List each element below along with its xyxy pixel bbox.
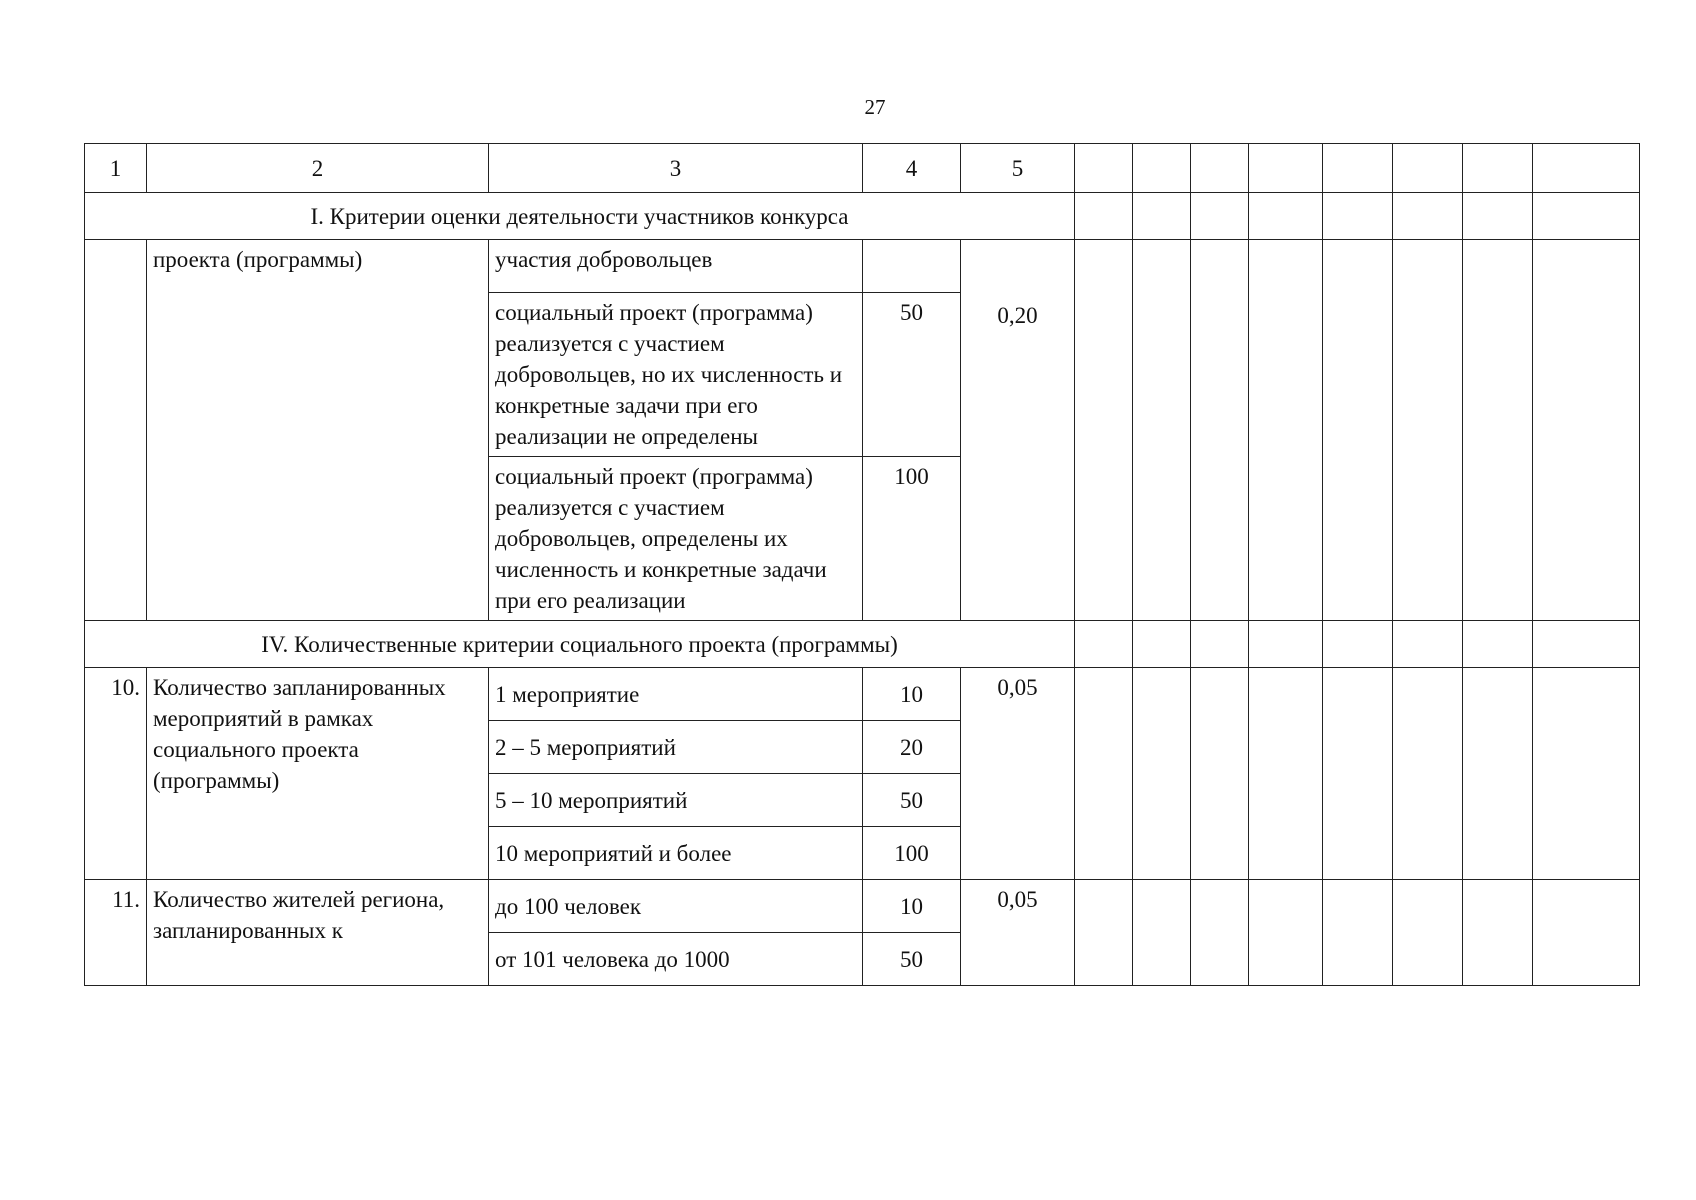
empty-cell [1191, 144, 1249, 193]
empty-cell [1393, 240, 1463, 621]
empty-cell [1533, 668, 1640, 880]
empty-cell [1191, 621, 1249, 668]
criterion-number: 11. [85, 880, 147, 986]
empty-cell [1075, 880, 1133, 986]
empty-cell [1533, 240, 1640, 621]
criterion-name: Количество запланированных мероприятий в рамках социального проекта (программы) [147, 668, 489, 880]
empty-cell [1463, 880, 1533, 986]
empty-cell [1075, 668, 1133, 880]
column-number: 4 [863, 144, 961, 193]
empty-cell [1249, 621, 1323, 668]
empty-cell [1323, 193, 1393, 240]
criteria-table [84, 143, 1640, 986]
option-text: участия добровольцев [489, 240, 863, 293]
option-text: 5 – 10 мероприятий [489, 774, 863, 827]
option-points: 20 [863, 721, 961, 774]
empty-cell [1249, 880, 1323, 986]
option-text: 10 мероприятий и более [489, 827, 863, 880]
section-title: IV. Количественные критерии социального проекта (программы) [85, 621, 1075, 668]
criterion-name: Количество жителей региона, запланированных к [147, 880, 489, 986]
column-number: 5 [961, 144, 1075, 193]
empty-cell [1133, 621, 1191, 668]
empty-cell [1323, 880, 1393, 986]
empty-cell [1463, 240, 1533, 621]
empty-cell [1533, 144, 1640, 193]
option-points: 100 [863, 457, 961, 621]
empty-cell [1323, 668, 1393, 880]
page-number: 27 [864, 95, 886, 119]
section-row [85, 621, 1640, 668]
empty-cell [1533, 621, 1640, 668]
option-text: социальный проект (программа) реализуется с участием добровольцев, но их численность и конкретные задачи при его реализации не определены [489, 293, 863, 457]
empty-cell [1393, 621, 1463, 668]
option-points [863, 240, 961, 293]
criterion-row [85, 668, 1640, 721]
empty-cell [1133, 193, 1191, 240]
column-number: 1 [85, 144, 147, 193]
option-points: 50 [863, 293, 961, 457]
option-text: 1 мероприятие [489, 668, 863, 721]
empty-cell [1075, 144, 1133, 193]
empty-cell [1323, 621, 1393, 668]
empty-cell [1323, 144, 1393, 193]
empty-cell [1075, 240, 1133, 621]
option-points: 50 [863, 774, 961, 827]
criterion-name: проекта (программы) [147, 240, 489, 621]
empty-cell [1323, 240, 1393, 621]
criterion-weight: 0,05 [961, 668, 1075, 880]
option-text: 2 – 5 мероприятий [489, 721, 863, 774]
empty-cell [1393, 880, 1463, 986]
empty-cell [1133, 144, 1191, 193]
empty-cell [1463, 621, 1533, 668]
empty-cell [1533, 880, 1640, 986]
empty-cell [1191, 880, 1249, 986]
empty-cell [1463, 193, 1533, 240]
empty-cell [1393, 144, 1463, 193]
section-row [85, 193, 1640, 240]
option-points: 10 [863, 880, 961, 933]
empty-cell [1393, 668, 1463, 880]
option-points: 100 [863, 827, 961, 880]
empty-cell [1533, 193, 1640, 240]
option-points: 50 [863, 933, 961, 986]
empty-cell [1463, 144, 1533, 193]
criterion-row [85, 880, 1640, 933]
option-text: до 100 человек [489, 880, 863, 933]
criterion-number [85, 240, 147, 621]
empty-cell [1249, 193, 1323, 240]
column-number-row [85, 144, 1640, 193]
criterion-row [85, 240, 1640, 293]
empty-cell [1191, 193, 1249, 240]
criterion-number: 10. [85, 668, 147, 880]
option-points: 10 [863, 668, 961, 721]
column-number: 2 [147, 144, 489, 193]
empty-cell [1191, 668, 1249, 880]
empty-cell [1393, 193, 1463, 240]
empty-cell [1133, 668, 1191, 880]
empty-cell [1133, 880, 1191, 986]
empty-cell [1249, 240, 1323, 621]
empty-cell [1249, 668, 1323, 880]
option-text: от 101 человека до 1000 [489, 933, 863, 986]
empty-cell [1191, 240, 1249, 621]
empty-cell [1463, 668, 1533, 880]
empty-cell [1075, 621, 1133, 668]
section-title: I. Критерии оценки деятельности участников конкурса [85, 193, 1075, 240]
criterion-weight: 0,20 [961, 240, 1075, 621]
criterion-weight: 0,05 [961, 880, 1075, 986]
empty-cell [1075, 193, 1133, 240]
empty-cell [1133, 240, 1191, 621]
option-text: социальный проект (программа) реализуется с участием добровольцев, определены их численность и конкретные задачи при его реализации [489, 457, 863, 621]
column-number: 3 [489, 144, 863, 193]
empty-cell [1249, 144, 1323, 193]
